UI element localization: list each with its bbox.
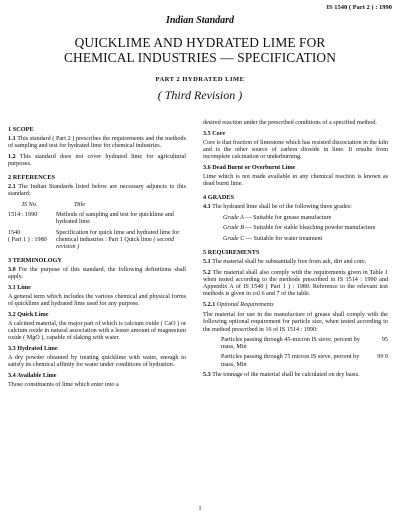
reference-table-header: IS No. Title (22, 202, 85, 209)
requirement-row: Particles passing through 75 micron IS sieve, percent by mass, Min 99 9 (221, 354, 388, 368)
grade-item: Grade A — Suitable for grease manufacture (223, 214, 332, 221)
left-column (8, 120, 186, 392)
subsection-heading: 3.2 Quick Lime (8, 311, 49, 318)
subsection-heading: 3.3 Hydrated Lime (8, 345, 58, 352)
paragraph: 5.2 The material shall also comply with the requirements given in Table 1 when tested according to the methods prescribed in IS 1514 : 1990 and Appendix A of IS 1540 ( Part 1 ) : 1980. Reference to the relevant test methods is given in col 6 and 7 of the table. (203, 269, 388, 298)
document-title (10, 35, 390, 65)
paragraph: A dry powder obtained by treating quicklime with water, enough to satisfy its chemical affinity for water under conditions of hydration. (8, 354, 186, 369)
reference-row: 1514 : 1990 Methods of sampling and test for quicklime and hydrated lime (8, 212, 174, 226)
page-number: 1 (198, 505, 202, 512)
subsection-heading: 3.5 Core (203, 130, 226, 137)
paragraph: A calcined material, the major part of which is calcium oxide ( CaO ) or calcium oxide in natural association with a lesser amount of magnesium oxide ( MgO ), capable of slaking with water. (8, 320, 186, 342)
standard-label: Indian Standard (165, 15, 235, 26)
reference-row: 1540 ( Part 1 ) : 1980 Specification for quick lime and hydrated lime for chemical industries : Part 1 Quick lime ( second revision ) (8, 229, 180, 250)
requirement-row: Particles passing through 45-micron IS sieve, percent by mass, Min 95 (221, 337, 388, 351)
section-heading: 3 TERMINOLOGY (8, 256, 62, 264)
right-column (203, 120, 388, 382)
subsection-heading: 3.4 Available Lime (8, 372, 57, 379)
paragraph: Core is that fraction of limestone which has resisted dissociation in the kiln and is the other source of carbon dioxide in lime. It results from incomplete calcination or underburning. (203, 139, 388, 161)
part-label: PART 2 HYDRATED LIME (155, 76, 245, 83)
section-heading: 4 GRADES (203, 194, 234, 202)
grade-item: Grade C — Suitable for water treatment (223, 235, 323, 242)
paragraph: 1.2 This standard does not cover hydrated lime for agricultural purposes. (8, 153, 186, 168)
paragraph: 1.1 This standard ( Part 2 ) prescribes the requirements and the methods of sampling and test for hydrated lime for chemical industries. (8, 136, 186, 150)
paragraph: 3.0 For the purpose of this standard, the following definitions shall apply. (8, 267, 186, 281)
subsection-heading: 3.6 Dead Burnt or Overburnt Lime (203, 164, 296, 171)
paragraph: 5.1 The material shall be substantially free from ash, dirt and core. (203, 259, 367, 266)
paragraph: The material for use in the manufacture of grease shall comply with the following optional requirement for particle size, when tested according to the method prescribed in 16 of IS 1514 : 1990: (203, 312, 388, 333)
paragraph: Those constituents of lime which enter into a (8, 381, 119, 388)
paragraph: 5.3 The tonnage of the material shall be calculated on dry basis. (203, 371, 360, 378)
paragraph: 4.1 The hydrated lime shall be of the following three grades: (203, 204, 352, 211)
paragraph: desired reaction under the prescribed conditions of a specified method. (203, 120, 377, 126)
section-heading: 2 REFERENCES (8, 174, 56, 182)
paragraph: 5.2.1 Optional Requirements (203, 301, 274, 308)
document-code: IS 1540 ( Part 2 ) : 1990 (326, 4, 392, 11)
title-line-1: QUICKLIME AND HYDRATED LIME FOR (74, 35, 326, 50)
revision-label: ( Third Revision ) (157, 88, 243, 102)
paragraph: 2.1 The Indian Standards listed below are necessary adjuncts to this standard: (8, 184, 186, 198)
paragraph: A general term which includes the various chemical and physical forms of quicklime and hydrated lime used for any purpose. (8, 293, 186, 308)
section-heading: 1 SCOPE (8, 126, 34, 133)
title-line-2: CHEMICAL INDUSTRIES — SPECIFICATION (64, 50, 336, 65)
subsection-heading: 3.1 Lime (8, 284, 31, 291)
paragraph: Lime which is not made available in any chemical reaction is known as dead burnt lime. (203, 173, 388, 187)
section-heading: 5 REQUIREMENTS (203, 248, 260, 256)
grade-item: Grade B — Suitable for stable bleaching powder manufacture (223, 225, 376, 232)
